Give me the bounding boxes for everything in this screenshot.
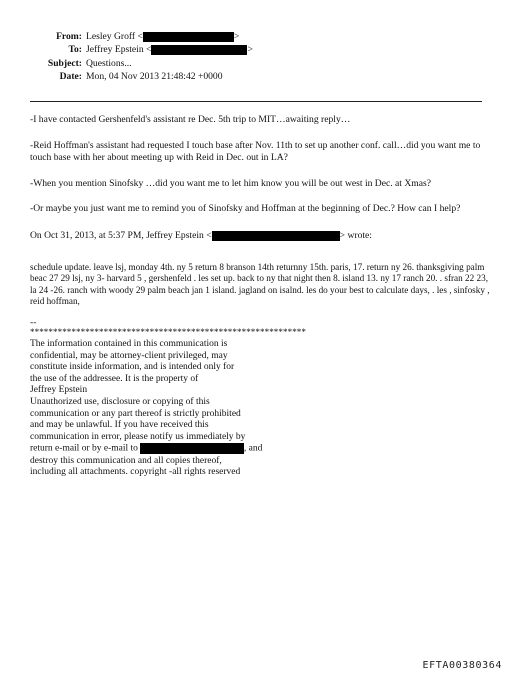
disclaimer-line: return e-mail or by e-mail to	[30, 444, 138, 455]
disclaimer-line: Jeffrey Epstein	[30, 385, 88, 396]
body-paragraph-2: -Reid Hoffman's assistant had requested I touch base after Nov. 11th to set up another conf. call…did you want me to touch base with her about meeting up with Reid in Dec. out in LA?	[30, 140, 481, 163]
disclaimer-line: and may be unlawful. If you have received this	[30, 420, 209, 431]
quote-intro	[30, 230, 492, 242]
body-paragraph-3: -When you mention Sinofsky …did you want me to let him know you will be out west in Dec. at Xmas?	[30, 178, 432, 189]
disclaimer-and: , and	[243, 444, 263, 455]
from-value: Lesley Groff <	[86, 31, 143, 42]
disclaimer-line: Unauthorized use, disclosure or copying of this	[30, 396, 210, 407]
disclaimer-line: confidential, may be attorney-client privileged, may	[30, 350, 228, 361]
to-label: To:	[68, 44, 82, 55]
disclaimer-line: the use of the addressee. It is the property of	[30, 373, 199, 384]
redaction-box	[140, 443, 244, 454]
disclaimer-line: including all attachments. copyright -all rights reserved	[30, 467, 241, 478]
from-close: >	[233, 31, 240, 42]
subject-value: Questions...	[86, 58, 132, 69]
disclaimer-line: constitute inside information, and is intended only for	[30, 362, 235, 373]
date-label: Date:	[59, 71, 82, 82]
redaction-box	[212, 231, 340, 241]
signature-dash: --	[30, 317, 37, 328]
body-paragraph-4: -Or maybe you just want me to remind you of Sinofsky and Hoffman at the beginning of Dec.? How can I help?	[30, 203, 461, 214]
bates-number: EFTA00380364	[422, 660, 502, 671]
to-close: >	[247, 44, 253, 55]
to-value: Jeffrey Epstein <	[86, 44, 152, 55]
signature-stars: ************************************************************	[30, 327, 306, 337]
subject-label: Subject:	[47, 58, 82, 69]
header-divider	[30, 101, 482, 102]
redaction-box	[151, 45, 247, 55]
disclaimer-line: communication or any part thereof is strictly prohibited	[30, 408, 241, 419]
disclaimer-line: communication in error, please notify us immediately by	[30, 431, 246, 442]
schedule-text: schedule update. leave lsj, monday 4th. ny 5 return 8 branson 14th returnny 15th. paris, 17. return ny 26. thanksgiving palm beac 27 29 lsj, ny 3- harvard 5 , gershenfeld . les set up. back to ny that night then 8. island 13. ny 17 ranch 20. . sfran 22 23, la 24 -26. ranch with woody 29 palm beach jan 1 island. jagland on isalnd. les do your best to calculate days, . les , sinfosky , reid hoffman,	[30, 262, 490, 307]
redaction-box	[143, 32, 234, 42]
disclaimer-line-email	[30, 443, 290, 455]
quote-intro-suffix: > wrote:	[339, 230, 372, 241]
body-paragraph-1: -I have contacted Gershenfeld's assistant re Dec. 5th trip to MIT…awaiting reply…	[30, 114, 351, 125]
disclaimer-line: destroy this communication and all copies thereof,	[30, 455, 222, 466]
disclaimer	[30, 339, 290, 479]
from-label: From:	[56, 31, 82, 42]
date-value: Mon, 04 Nov 2013 21:48:42 +0000	[86, 71, 223, 82]
disclaimer-line: The information contained in this communication is	[30, 339, 228, 349]
quote-intro-prefix: On Oct 31, 2013, at 5:37 PM, Jeffrey Epstein <	[30, 230, 212, 241]
